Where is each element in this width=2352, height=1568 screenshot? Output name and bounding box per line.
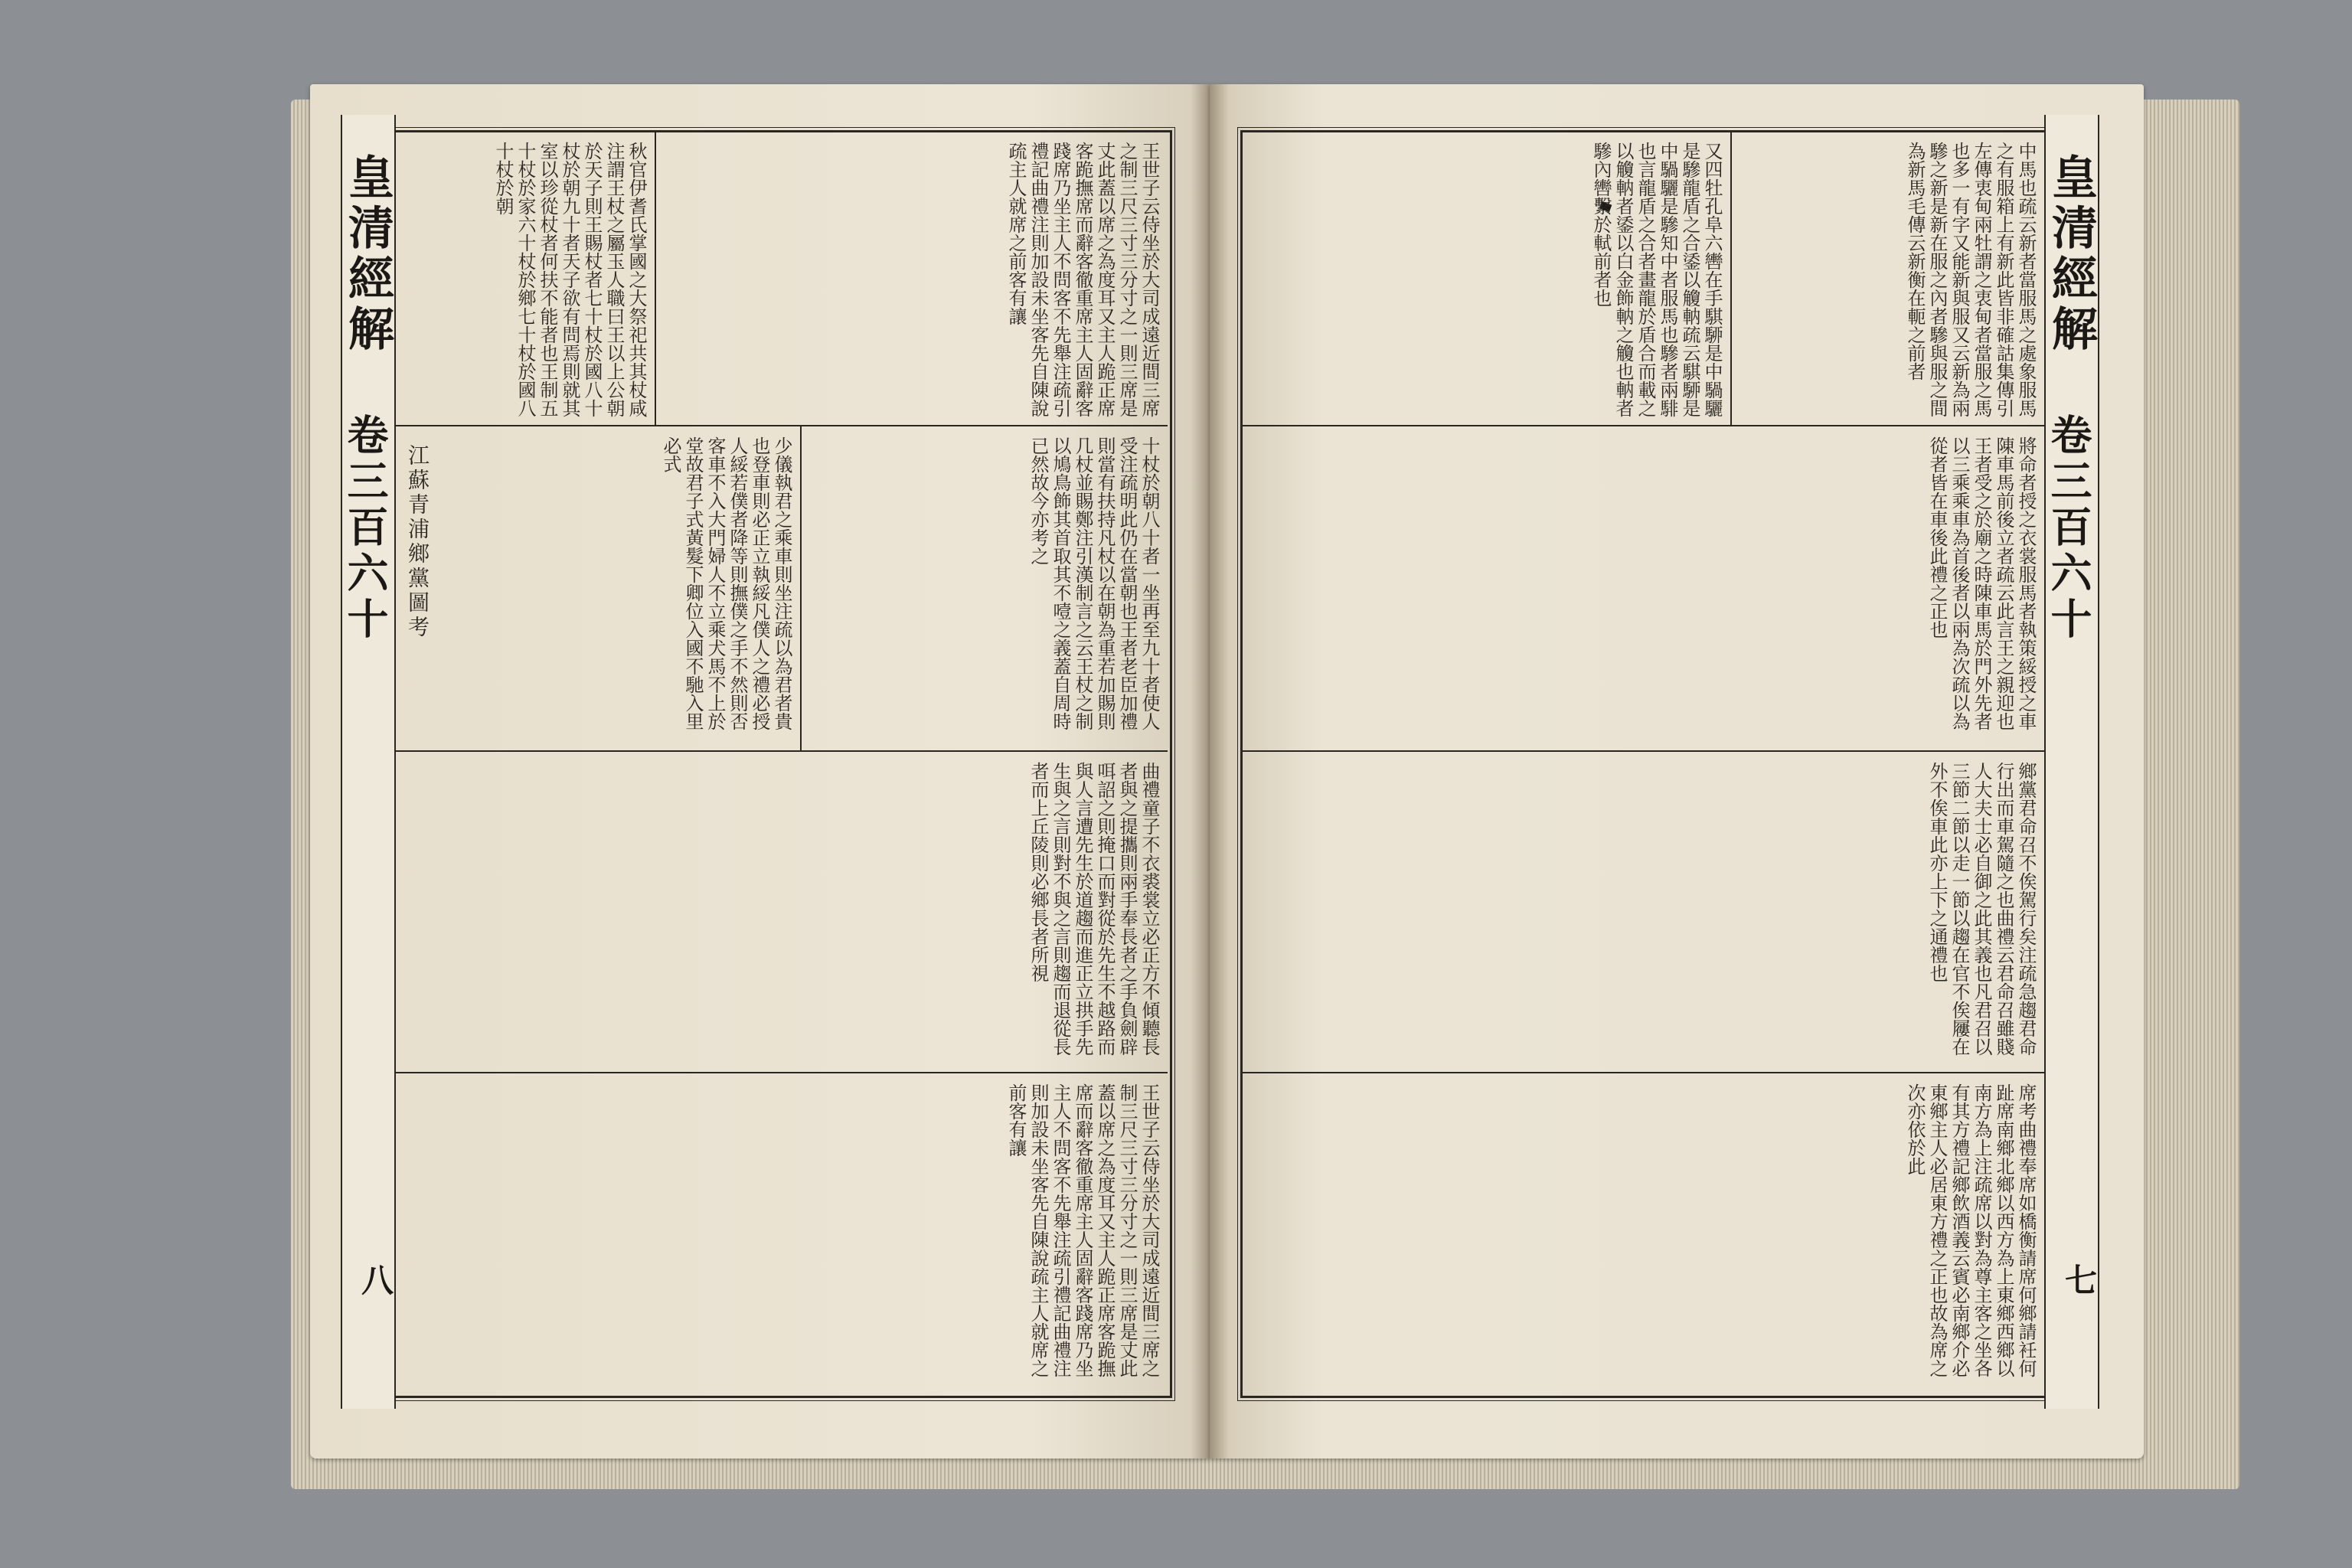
left-text-block-3: 十杖於朝八十者一坐再至九十者使人受注疏明此仍在當朝也王者老臣加禮則當有扶持凡杖以在朝為重若加賜則几杖並賜鄭注引漢制言之云王杖之制以鳩鳥飾其首取其不噎之義蓋自周時已然故今亦考之 [1027,436,1160,730]
right-text-block-4: 鄉黨君命召不俟駕行矣注疏急趨君命行出而車駕隨之也曲禮云君命召雖賤人大夫士必自御之此其義也凡君召以三節二節以走一節以趨在官不俟屨在外不俟車此亦上下之通禮也 [1926,762,2037,1056]
left-text-block-4: 少儀執君之乘車則坐注疏以為君者貴也登車則必正立執綏凡僕人之禮必授人綏若僕者降等則撫僕之手不然則否客車不入大門婦人不立乘犬馬不上於堂故君子式黃髮下卿位入國不馳入里必式 [660,436,792,730]
left-page [310,84,1210,1459]
right-band-divider-2 [1240,750,2044,752]
left-page-credit: 江蘇青浦鄉黨圖考 [405,444,430,640]
left-text-block-6: 王世子云侍坐於大司成遠近間三席之制三尺三寸三分寸之一則三席是丈此蓋以席之為度耳又主人跪正席客跪撫席而辭客徹重席主人固辭客踐席乃坐主人不問客不先舉注疏引禮記曲禮注則加設未坐客先自陳說疏主人就席之前客有讓 [1005,1083,1160,1377]
left-folio-number: 八 [357,1263,394,1295]
right-volume-label: 卷三百六十 [2044,413,2093,643]
left-text-block-1: 王世子云侍坐於大司成遠近間三席之制三尺三寸三分寸之一則三席是丈此蓋以席之為度耳又主人跪正席客跪撫席而辭客徹重席主人固辭客踐席乃坐主人不問客不先舉注疏引禮記曲禮注則加設未坐客先自陳說疏主人就席之前客有讓 [1005,142,1160,417]
left-band-divider-2 [394,750,1168,752]
left-block-divider-1 [655,130,656,425]
left-text-block-2: 秋官伊耆氏掌國之大祭祀共其杖咸注謂王杖之屬玉人職曰王以上公朝於天子則王賜杖者七十杖於國八十杖於朝九十者天子欲有問焉則就其室以珍從杖者何扶不能者也王制五十杖於家六十杖於鄉七十杖於國八十杖於朝 [492,142,647,417]
right-band-divider-1 [1240,425,2044,426]
open-book [310,84,2201,1489]
left-block-divider-2 [800,425,802,750]
right-book-title: 皇清經解 [2044,153,2098,355]
right-page [1210,84,2144,1459]
right-text-block-1: 中馬也疏云新者當服馬之處象服馬之有服箱上有新此皆非確詁集傳引左傳衷甸兩牡謂之衷甸者當服之馬也多一有字又能新與服又云新為兩驂之新是新在服之內者驂與服之間為新馬毛傳云新衡在軛之前者 [1904,142,2037,417]
right-folio-number: 七 [2060,1263,2098,1295]
right-band-divider-3 [1240,1072,2044,1073]
left-book-title: 皇清經解 [341,153,394,355]
right-text-block-5: 席考曲禮奉席如橋衡請席何鄉請衽何趾席南鄉北鄉以西方為上東鄉西鄉以南方為上注疏席以對為尊主客之坐各有其方禮記鄉飲酒義云賓必南鄉介必東鄉主人必居東方禮之正也故為席之次亦依於此 [1904,1083,2037,1377]
right-text-block-2: 又四牡孔阜六轡在手騏駵是中騧驪是驂龍盾之合鋈以觼軜疏云騏駵是中騧驪是驂知中者服馬也驂者兩騑也言龍盾之合者畫龍於盾合而載之以觼軜者鋈以白金飾軜之觼也軜者驂內轡繫於軾前者也 [1590,142,1723,417]
book-gutter [1191,84,1229,1459]
right-block-divider-1 [1730,130,1732,425]
left-band-divider-1 [394,425,1168,426]
left-volume-label: 卷三百六十 [341,413,390,643]
left-band-divider-3 [394,1072,1168,1073]
right-text-block-3: 將命者授之衣裳服馬者執策綏授之車陳車馬前後立者疏云此言王之親迎也王者受之於廟之時陳車馬於門外先者以三乘乘車為首後者以兩為次疏以為從者皆在車後此禮之正也 [1926,436,2037,730]
left-text-block-5: 曲禮童子不衣裘裳立必正方不傾聽長者與之提攜則兩手奉長者之手負劍辟咡詔之則掩口而對從於先生不越路而與人言遭先生於道趨而進正立拱手先生與之言則對不與之言則趨而退從長者而上丘陵則必鄉長者所視 [1027,762,1160,1056]
